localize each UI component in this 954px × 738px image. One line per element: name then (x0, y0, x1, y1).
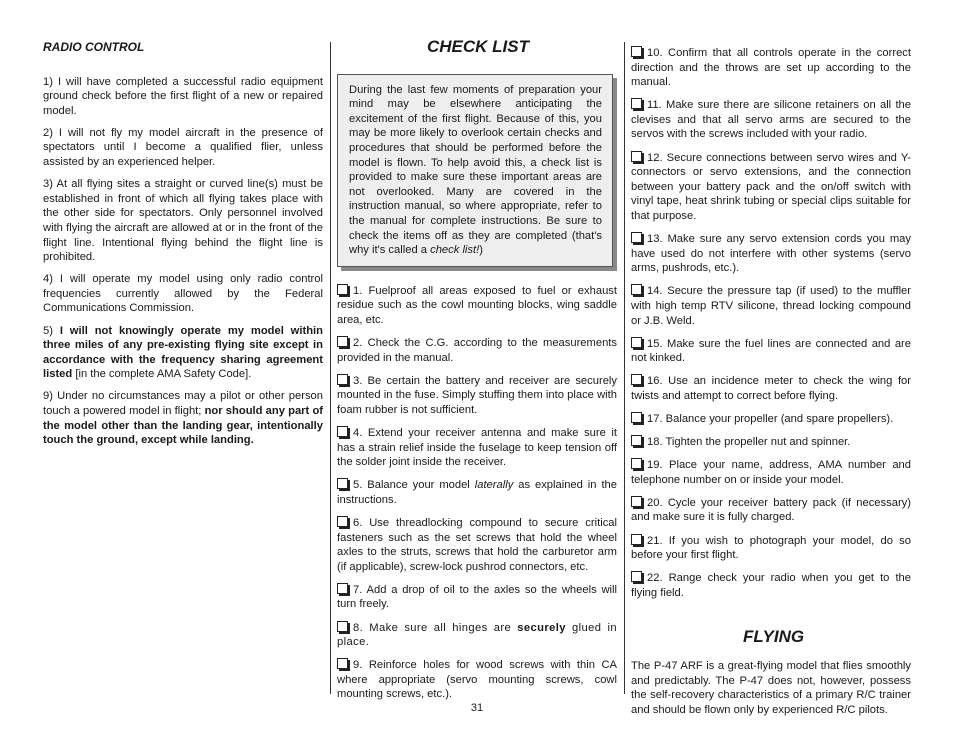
checklist-item-1[interactable] (337, 283, 617, 328)
checkbox-icon[interactable] (631, 534, 642, 545)
checklist-item-18[interactable] (631, 434, 911, 450)
checkbox-icon[interactable] (337, 621, 348, 632)
checklist-item-11[interactable] (631, 97, 911, 142)
item-text: 3. Be certain the battery and receiver are securely mounted in the fuse. Simply stuffing them into place with foam rubber is not sufficient. (337, 374, 617, 416)
checklist-item-15[interactable] (631, 336, 911, 366)
item-text: 12. Secure connections between servo wires and Y-connectors or servo extensions, and the connection between your battery pack and the on/off switch with vinyl tape, heat shrink tubing or special clips suitable for that purpose. (631, 151, 911, 222)
checklist-item-9[interactable] (337, 657, 617, 702)
checklist-item-16[interactable] (631, 373, 911, 403)
column-divider-right (624, 42, 625, 694)
checklist-intro (349, 83, 602, 258)
rule-9-bold: nor should any part of the model other than the landing gear, intentionally touch the ground, except while landing. (43, 404, 324, 447)
checkbox-icon[interactable] (631, 151, 642, 162)
checkbox-icon[interactable] (631, 412, 642, 423)
checkbox-icon[interactable] (631, 435, 642, 446)
checklist-column (337, 37, 618, 709)
checklist-item-10[interactable] (631, 45, 911, 90)
checkbox-icon[interactable] (337, 516, 348, 527)
checklist-item-2[interactable] (337, 335, 617, 365)
rule-3: 3) At all flying sites a straight or curved line(s) must be established in front of which all flying takes place with the other side for spectators. Only personnel involved with flying the aircraft are allowed at or in the front of the flight line. Intentional flying behind the flight line is prohibited. (43, 178, 323, 264)
checkbox-icon[interactable] (631, 337, 642, 348)
item-text: 10. Confirm that all controls operate in the correct direction and the throws are set up according to the manual. (631, 47, 911, 89)
checklist-item-13[interactable] (631, 231, 911, 276)
item-text: 15. Make sure the fuel lines are connected and are not kinked. (631, 337, 911, 365)
rule-5-rest: [in the complete AMA Safety Code]. (75, 368, 252, 381)
item-text: 21. If you wish to photograph your model, do so before your first flight. (631, 534, 911, 562)
checklist-item-7[interactable] (337, 582, 617, 612)
checkbox-icon[interactable] (631, 496, 642, 507)
radio-control-heading: RADIO CONTROL (43, 40, 145, 54)
checkbox-icon[interactable] (337, 478, 348, 489)
flying-title: FLYING (743, 627, 805, 647)
rule-4: 4) I will operate my model using only radio control frequencies currently allowed by the Federal Communications Commission. (43, 273, 323, 315)
item-text: 7. Add a drop of oil to the axles so the wheels will turn freely. (337, 583, 617, 611)
checkbox-icon[interactable] (337, 426, 348, 437)
intro-italic: check list! (430, 244, 480, 257)
rule-5-bold: I will not knowingly operate my model within three miles of any pre-existing flying site except in accordance with the frequency sharing agreement listed (43, 324, 323, 381)
item-text: 17. Balance your propeller (and spare propellers). (647, 412, 894, 425)
checklist-item-21[interactable] (631, 533, 911, 563)
item-text: 14. Secure the pressure tap (if used) to the muffler with high temp RTV silicone, thread locking compound or J.B. Weld. (631, 285, 911, 327)
checklist-item-8[interactable] (337, 620, 617, 650)
item-text: 9. Reinforce holes for wood screws with thin CA where appropriate (servo mounting screws, cowl mounting screws, etc.). (337, 659, 617, 701)
rule-1: 1) I will have completed a successful radio equipment ground check before the first flight of a new or repaired model. (43, 75, 323, 117)
checkbox-icon[interactable] (337, 583, 348, 594)
rule-9-start: 9) Under no circumstances may a pilot or other person touch a powered model in flight; (43, 390, 323, 417)
item-text: 20. Cycle your receiver battery pack (if necessary) and make sure it is fully charged. (631, 496, 911, 524)
rule-2: 2) I will not fly my model aircraft in the presence of spectators until I become a qualified flier, unless assisted by an experienced helper. (43, 126, 323, 169)
radio-control-column (43, 40, 323, 455)
checklist-item-20[interactable] (631, 495, 911, 525)
checkbox-icon[interactable] (631, 232, 642, 243)
checkbox-icon[interactable] (631, 374, 642, 385)
item-text: 6. Use threadlocking compound to secure critical fasteners such as the set screws that hold the wheel axles to the struts, screws that hold the carburetor arm (if applicable), screw-lock pushrod connectors, etc. (337, 516, 617, 573)
checklist-item-5[interactable] (337, 477, 617, 507)
intro-text: During the last few moments of preparation your mind may be elsewhere anticipating the excitement of the first flight. Because of this, you may be more likely to overlook certain checks and procedures that should be performed before the model is flown. To help avoid this, a check list is provided to make sure these important areas are not overlooked. Many are covered in the instruction manual, so where appropriate, refer to the manual for complete instructions. Be sure to check the items off as they are completed (that's why it's called a (349, 83, 602, 257)
intro-end: ) (479, 244, 483, 257)
checklist-item-12[interactable] (631, 150, 911, 224)
item-text: 11. Make sure there are silicone retainers on all the clevises and that all servo arms are secured to the servos with the screws included with your radio. (631, 99, 911, 141)
checkbox-icon[interactable] (631, 46, 642, 57)
page-number: 31 (470, 702, 484, 714)
item-text: 4. Extend your receiver antenna and make sure it has a strain relief inside the fuselage to keep tension off the solder joint inside the receiver. (337, 426, 617, 469)
checklist-item-6[interactable] (337, 515, 617, 574)
checklist-item-4[interactable] (337, 425, 617, 470)
checklist-item-3[interactable] (337, 373, 617, 418)
item-text: 8. Make sure all hinges are (353, 621, 512, 634)
item-text: 2. Check the C.G. according to the measurements provided in the manual. (337, 337, 617, 364)
item-text: 1. Fuelproof all areas exposed to fuel or exhaust residue such as the cowl mounting blocks, wing saddle area, etc. (337, 284, 617, 326)
checkbox-icon[interactable] (631, 571, 642, 582)
checkbox-icon[interactable] (337, 284, 348, 295)
checkbox-icon[interactable] (337, 336, 348, 347)
item-text: 16. Use an incidence meter to check the wing for twists and attempt to correct before flying. (631, 375, 911, 402)
checklist-item-22[interactable] (631, 570, 911, 600)
checkbox-icon[interactable] (631, 284, 642, 295)
checkbox-icon[interactable] (631, 458, 642, 469)
checklist-item-17[interactable] (631, 411, 911, 427)
checkbox-icon[interactable] (337, 658, 348, 669)
checkbox-icon[interactable] (631, 98, 642, 109)
item-text: 5. Balance your model (353, 479, 470, 492)
checkbox-icon[interactable] (337, 374, 348, 385)
item-text: 18. Tighten the propeller nut and spinner. (647, 436, 851, 449)
checklist-intro-box (337, 74, 613, 267)
rule-5 (43, 324, 323, 382)
item-bold: securely (517, 621, 566, 634)
item-text: 13. Make sure any servo extension cords you may have used do not interfere with other systems (servo arms, pushrods, etc.). (631, 233, 911, 275)
checklist-item-19[interactable] (631, 457, 911, 487)
item-text: glued in place. (337, 621, 618, 649)
item-text: 22. Range check your radio when you get to the flying field. (631, 572, 911, 599)
item-italic: laterally (474, 479, 514, 492)
checklist-item-14[interactable] (631, 283, 911, 328)
rule-5-number: 5) (43, 324, 53, 337)
checklist-title: CHECK LIST (427, 37, 529, 56)
item-text: as explained in the instructions. (337, 479, 618, 506)
rule-9 (43, 389, 323, 447)
column-divider-left (330, 42, 331, 694)
checklist-continued-column (631, 45, 911, 725)
item-text: 19. Place your name, address, AMA number and telephone number on or inside your model. (631, 459, 911, 486)
flying-text: The P-47 ARF is a great-flying model that flies smoothly and predictably. The P-47 does not, however, possess the self-recovery characteristics of a primary R/C trainer and should be flown only by experienced R/C pilots. (631, 660, 911, 716)
